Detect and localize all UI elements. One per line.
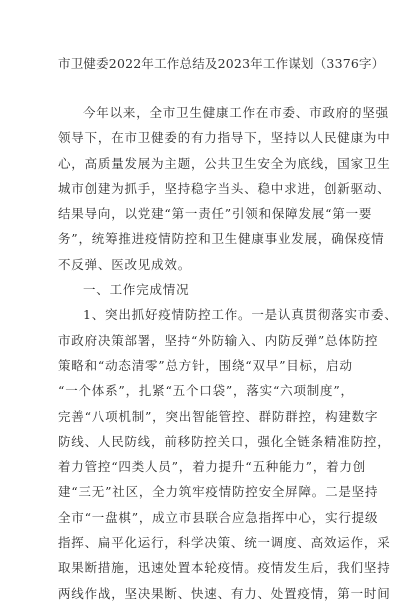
paragraph-line: 指挥、扁平化运行，科学决策、统一调度、高效运作，采 (58, 535, 391, 551)
document-body (58, 100, 398, 606)
paragraph-line: 市政府决策部署，坚持“外防输入、内防反弹”总体防控 (58, 332, 379, 348)
section-heading: 一、工作完成情况 (83, 282, 190, 298)
paragraph-line: 完善“八项机制”，突出智能管控、群防群控，构建数字 (58, 408, 379, 424)
paragraph-line: 心，高质量发展为主题，公共卫生安全为底线，国家卫生 (58, 155, 391, 171)
paragraph-line: 两线作战，坚决果断、快速、有力、处置疫情，第一时间 (58, 585, 391, 601)
paragraph-line: 策略和“动态清零”总方针，围绕“双早”目标，启动 (58, 357, 353, 373)
document-title: 市卫健委2022年工作总结及2023年工作谋划（3376字） (58, 56, 385, 71)
paragraph-line: 务”，统筹推进疫情防控和卫生健康事业发展，确保疫情 (58, 231, 385, 247)
paragraph-line: 全市“一盘棋”，成立市县联合应急指挥中心，实行提级 (58, 509, 379, 525)
paragraph-line: 今年以来，全市卫生健康工作在市委、市政府的坚强 (83, 105, 389, 120)
paragraph-line: 领导下，在市卫健委的有力指导下，坚持以人民健康为中 (58, 130, 391, 146)
paragraph-line: 防线、人民防线，前移防控关口，强化全链条精准防控， (58, 433, 391, 449)
paragraph-line: “一个体系”，扎紧“五个口袋”，落实“六项制度”， (58, 383, 354, 399)
paragraph-line: 着力管控“四类人员”，着力提升“五种能力”，着力创 (58, 459, 367, 475)
paragraph-line: 不反弹、医改见成效。 (58, 256, 192, 272)
paragraph-line: 取果断措施，迅速处置本轮疫情。疫情发生后，我们坚持 (58, 560, 391, 576)
paragraph-line: 1、突出抓好疫情防控工作。一是认真贯彻落实市委、 (83, 307, 398, 323)
paragraph-line: 城市创建为抓手，坚持稳字当头、稳中求进，创新驱动、 (58, 180, 391, 196)
paragraph-line: 建“三无”社区，全力筑牢疫情防控安全屏障。二是坚持 (58, 484, 379, 500)
paragraph-line: 结果导向，以党建“第一责任”引领和保障发展“第一要 (58, 206, 373, 222)
